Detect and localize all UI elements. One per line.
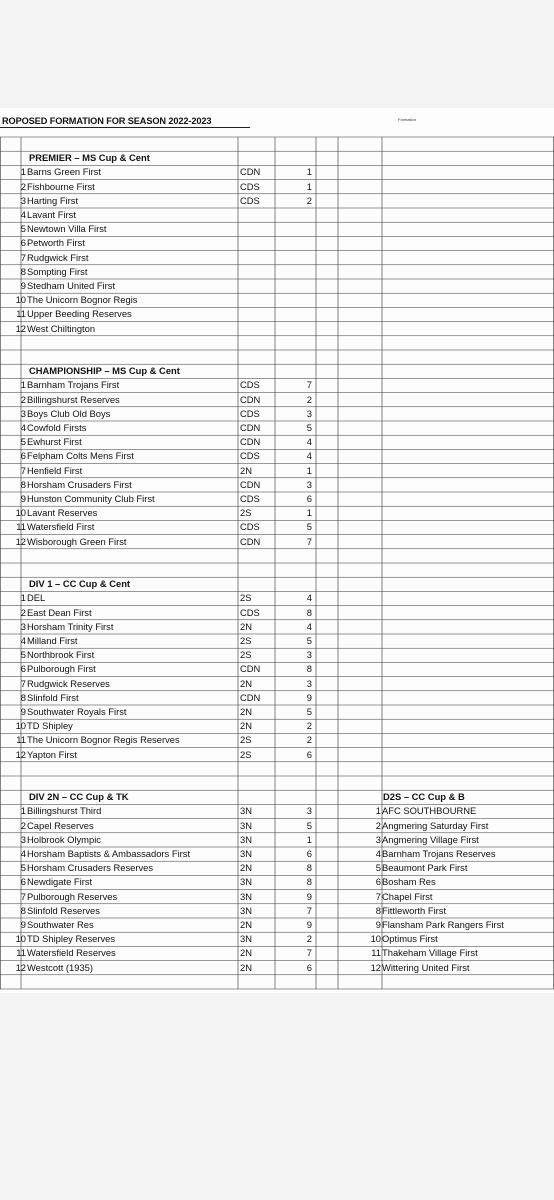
division-code: CDS xyxy=(240,180,260,192)
row-number: 7 xyxy=(20,890,26,902)
row-number: 8 xyxy=(20,691,26,703)
division-code: CDS xyxy=(240,606,260,618)
row-number: 6 xyxy=(20,450,26,462)
row-number: 5 xyxy=(20,436,26,448)
count-value: 4 xyxy=(306,620,312,632)
row-number: 12 xyxy=(15,961,26,973)
row-number: 11 xyxy=(16,308,26,320)
team-name: Capel Reserves xyxy=(27,819,94,831)
count-value: 1 xyxy=(306,464,312,476)
count-value: 9 xyxy=(306,919,312,930)
division-code: 2S xyxy=(240,635,252,646)
count-value: 4 xyxy=(306,436,312,448)
row-number: 9 xyxy=(20,919,26,930)
division-code: CDN xyxy=(240,436,261,448)
row-number: 4 xyxy=(20,848,26,859)
count-value: 8 xyxy=(306,862,312,874)
team-name: Ewhurst First xyxy=(27,436,82,448)
team-name: East Dean First xyxy=(27,606,92,618)
count-value: 3 xyxy=(306,677,312,689)
row-number: 1 xyxy=(20,379,26,391)
team-name: Optimus First xyxy=(382,933,438,945)
row-number: 7 xyxy=(20,251,26,263)
team-name: Billingshurst Reserves xyxy=(27,393,120,405)
row-number: 4 xyxy=(375,848,381,859)
count-value: 5 xyxy=(306,635,312,646)
count-value: 7 xyxy=(306,379,312,391)
team-name: Slinfold Reserves xyxy=(27,904,100,916)
row-number: 12 xyxy=(15,322,26,334)
count-value: 3 xyxy=(306,407,312,419)
team-name: Henfield First xyxy=(27,464,83,476)
row-number: 11 xyxy=(371,947,381,959)
division-code: 2N xyxy=(240,706,252,717)
team-name: Barnham Trojans Reserves xyxy=(382,848,496,859)
row-number: 3 xyxy=(20,833,26,845)
count-value: 7 xyxy=(306,535,312,547)
team-name: Barns Green First xyxy=(27,166,101,178)
row-number: 9 xyxy=(375,919,381,930)
division-code: CDN xyxy=(240,663,261,675)
team-name: TD Shipley Reserves xyxy=(27,933,116,945)
count-value: 2 xyxy=(306,393,312,405)
section-title: CHAMPIONSHIP – MS Cup & Cent xyxy=(29,365,180,377)
division-code: 2N xyxy=(240,464,252,476)
row-number: 6 xyxy=(375,876,381,888)
team-name: Watersfield First xyxy=(27,521,95,533)
team-name: Upper Beeding Reserves xyxy=(27,308,132,320)
row-number: 1 xyxy=(20,805,26,817)
team-name: Holbrook Olympic xyxy=(27,833,101,845)
team-name: Horsham Trinity First xyxy=(27,620,114,632)
division-code: CDN xyxy=(240,535,261,547)
team-name: Pulborough First xyxy=(27,663,96,675)
row-number: 11 xyxy=(16,947,26,959)
team-name: Horsham Baptists & Ambassadors First xyxy=(27,848,191,859)
team-name: Angmering Village First xyxy=(382,833,479,845)
team-name: Beaumont Park First xyxy=(382,862,468,874)
row-number: 6 xyxy=(20,663,26,675)
division-code: 2N xyxy=(240,862,252,874)
row-number: 3 xyxy=(20,407,26,419)
count-value: 7 xyxy=(306,947,312,959)
count-value: 5 xyxy=(306,521,312,533)
row-number: 4 xyxy=(20,635,26,646)
division-code: 3N xyxy=(240,833,252,845)
team-name: Petworth First xyxy=(27,237,85,249)
division-code: 2S xyxy=(240,734,252,746)
count-value: 9 xyxy=(306,691,312,703)
row-number: 12 xyxy=(15,748,26,760)
division-code: 2N xyxy=(240,677,252,689)
count-value: 1 xyxy=(306,507,312,519)
team-name: Rudgwick Reserves xyxy=(27,677,110,689)
team-name: Southwater Res xyxy=(27,919,94,930)
division-code: 3N xyxy=(240,876,252,888)
division-code: CDS xyxy=(240,450,260,462)
division-code: CDN xyxy=(240,478,261,490)
team-name: Milland First xyxy=(27,635,78,646)
count-value: 5 xyxy=(306,422,312,433)
team-name: TD Shipley xyxy=(27,720,73,732)
division-code: 2N xyxy=(240,919,252,930)
team-name: Thakeham Village First xyxy=(382,947,478,959)
row-number: 2 xyxy=(375,819,381,831)
count-value: 5 xyxy=(306,706,312,717)
count-value: 1 xyxy=(306,180,312,192)
team-name: Chapel First xyxy=(382,890,433,902)
team-name: Watersfield Reserves xyxy=(27,947,116,959)
row-number: 12 xyxy=(15,535,26,547)
row-number: 11 xyxy=(16,521,26,533)
division-code: CDS xyxy=(240,407,260,419)
row-number: 7 xyxy=(20,677,26,689)
team-name: Slinfold First xyxy=(27,691,79,703)
row-number: 8 xyxy=(20,904,26,916)
team-name: Newtown Villa First xyxy=(27,223,107,235)
row-number: 4 xyxy=(20,209,26,220)
row-number: 5 xyxy=(375,862,381,874)
team-name: Cowfold Firsts xyxy=(27,422,87,433)
row-number: 1 xyxy=(375,805,381,817)
division-code: CDS xyxy=(240,493,260,504)
count-value: 8 xyxy=(306,606,312,618)
count-value: 8 xyxy=(306,663,312,675)
row-number: 5 xyxy=(20,223,26,235)
team-name: Wisborough Green First xyxy=(27,535,127,547)
team-name: AFC SOUTHBOURNE xyxy=(382,805,477,817)
division-code: 2N xyxy=(240,961,252,973)
row-number: 3 xyxy=(20,620,26,632)
row-number: 3 xyxy=(375,833,381,845)
row-number: 2 xyxy=(20,606,26,618)
row-number: 9 xyxy=(20,280,26,291)
team-name: Newdigate First xyxy=(27,876,93,888)
row-number: 2 xyxy=(20,180,26,192)
division-code: CDN xyxy=(240,393,261,405)
row-number: 10 xyxy=(15,507,26,519)
row-number: 8 xyxy=(375,904,381,916)
count-value: 6 xyxy=(306,748,312,760)
team-name: Lavant First xyxy=(27,209,76,220)
count-value: 4 xyxy=(306,450,312,462)
division-code: 2N xyxy=(240,947,252,959)
row-number: 4 xyxy=(20,422,26,433)
team-name: Stedham United First xyxy=(27,280,116,291)
row-number: 10 xyxy=(15,294,26,306)
count-value: 1 xyxy=(306,166,312,178)
count-value: 3 xyxy=(306,805,312,817)
row-number: 2 xyxy=(20,393,26,405)
row-number: 5 xyxy=(20,649,26,661)
team-name: Northbrook First xyxy=(27,649,95,661)
division-code: CDS xyxy=(240,379,260,391)
team-name: Felpham Colts Mens First xyxy=(27,450,134,462)
count-value: 5 xyxy=(306,819,312,831)
division-code: CDS xyxy=(240,194,260,206)
division-code: 3N xyxy=(240,819,252,831)
section-title: DIV 1 – CC Cup & Cent xyxy=(29,578,131,590)
count-value: 6 xyxy=(306,848,312,859)
division-code: 2S xyxy=(240,507,252,519)
count-value: 1 xyxy=(306,833,312,845)
row-number: 3 xyxy=(20,194,26,206)
division-code: 3N xyxy=(240,805,252,817)
row-number: 10 xyxy=(15,933,26,945)
team-name: Wittering United First xyxy=(382,961,470,973)
team-name: The Unicorn Bognor Regis Reserves xyxy=(27,734,180,746)
count-value: 4 xyxy=(306,592,312,604)
division-code: 3N xyxy=(240,890,252,902)
division-code: 3N xyxy=(240,933,252,945)
team-name: Pulborough Reserves xyxy=(27,890,118,902)
division-code: 2N xyxy=(240,620,252,632)
count-value: 3 xyxy=(306,649,312,661)
count-value: 8 xyxy=(306,876,312,888)
section-title: PREMIER – MS Cup & Cent xyxy=(29,152,150,164)
row-number: 1 xyxy=(20,166,26,178)
row-number: 9 xyxy=(20,493,26,504)
team-name: West Chiltington xyxy=(27,322,96,334)
team-name: Horsham Crusaders First xyxy=(27,478,132,490)
count-value: 7 xyxy=(306,904,312,916)
count-value: 2 xyxy=(306,194,312,206)
section-title: DIV 2N – CC Cup & TK xyxy=(29,791,129,803)
spreadsheet-sheet xyxy=(0,108,554,993)
team-name: The Unicorn Bognor Regis xyxy=(27,294,138,306)
row-number: 9 xyxy=(20,706,26,717)
team-name: Barnham Trojans First xyxy=(27,379,120,391)
team-name: Boys Club Old Boys xyxy=(27,407,111,419)
team-name: Westcott (1935) xyxy=(27,961,94,973)
row-number: 7 xyxy=(375,890,381,902)
division-code: 3N xyxy=(240,904,252,916)
row-number: 6 xyxy=(20,237,26,249)
division-code: 2S xyxy=(240,748,252,760)
row-number: 7 xyxy=(20,464,26,476)
team-name: Rudgwick First xyxy=(27,251,89,263)
team-name: Billingshurst Third xyxy=(27,805,102,817)
division-code: 2N xyxy=(240,720,252,732)
division-code: CDS xyxy=(240,521,260,533)
row-number: 1 xyxy=(20,592,26,604)
row-number: 6 xyxy=(20,876,26,888)
division-code: CDN xyxy=(240,166,261,178)
team-name: Hunston Community Club First xyxy=(27,493,155,504)
row-number: 10 xyxy=(370,933,381,945)
team-name: DEL xyxy=(27,592,46,604)
division-code: 2S xyxy=(240,592,252,604)
row-number: 11 xyxy=(16,734,26,746)
division-code: 3N xyxy=(240,848,252,859)
team-name: Flansham Park Rangers First xyxy=(382,919,504,930)
count-value: 6 xyxy=(306,961,312,973)
row-number: 2 xyxy=(20,819,26,831)
sheet-heading: ROPOSED FORMATION FOR SEASON 2022-2023 xyxy=(2,116,212,126)
count-value: 3 xyxy=(306,478,312,490)
count-value: 9 xyxy=(306,890,312,902)
row-number: 8 xyxy=(20,478,26,490)
count-value: 2 xyxy=(306,720,312,732)
division-code: 2S xyxy=(240,649,252,661)
team-name: Horsham Crusaders Reserves xyxy=(27,862,154,874)
team-name: Fittleworth First xyxy=(382,904,447,916)
team-name: Southwater Royals First xyxy=(27,706,127,717)
row-number: 5 xyxy=(20,862,26,874)
row-number: 10 xyxy=(15,720,26,732)
row-number: 12 xyxy=(370,961,381,973)
count-value: 2 xyxy=(306,933,312,945)
formation-label: Formation xyxy=(398,117,417,122)
division-code: CDN xyxy=(240,422,261,433)
team-name: Harting First xyxy=(27,194,79,206)
row-number: 8 xyxy=(20,265,26,277)
team-name: Sompting First xyxy=(27,265,88,277)
team-name: Fishbourne First xyxy=(27,180,95,192)
team-name: Angmering Saturday First xyxy=(382,819,489,831)
count-value: 2 xyxy=(306,734,312,746)
count-value: 6 xyxy=(306,493,312,504)
team-name: Yapton First xyxy=(27,748,77,760)
division-code: CDN xyxy=(240,691,261,703)
section-title: D2S – CC Cup & B xyxy=(383,791,465,803)
team-name: Lavant Reserves xyxy=(27,507,98,519)
team-name: Bosham Res xyxy=(382,876,436,888)
